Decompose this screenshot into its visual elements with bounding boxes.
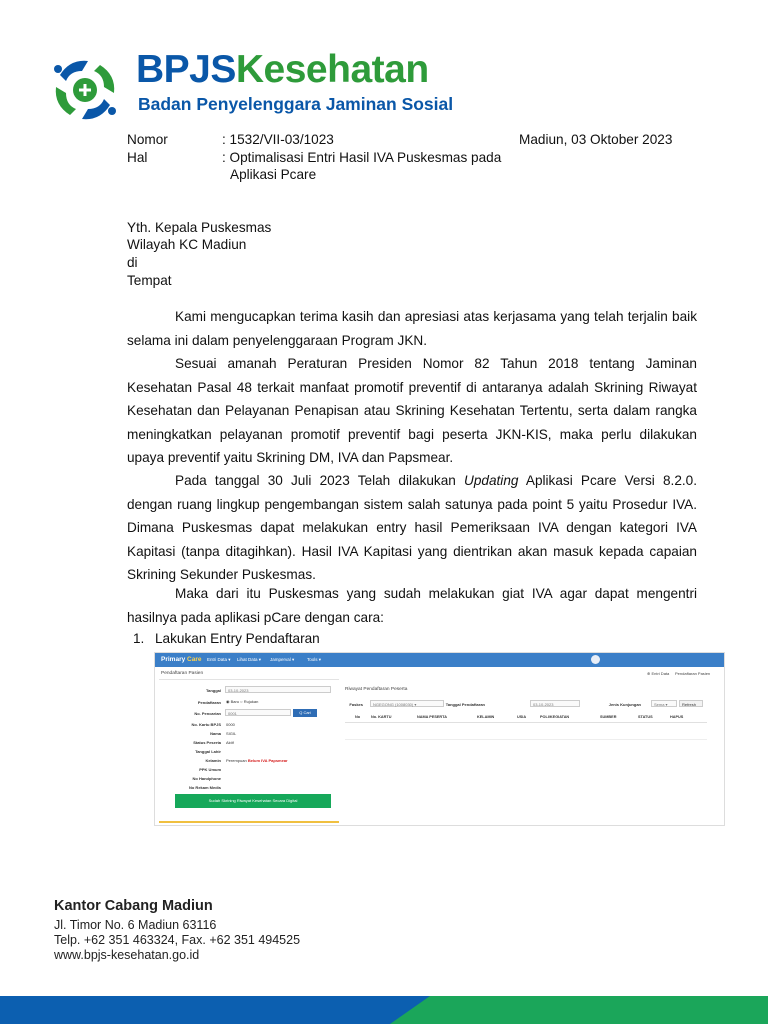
th-nama-peserta: NAMA PESERTA: [417, 715, 447, 719]
paragraph-1: [127, 305, 697, 352]
nama-value: SIGIL: [226, 731, 237, 736]
pcare-logo-part2: Care: [187, 656, 202, 663]
hal-value-line2: Aplikasi Pcare: [230, 167, 317, 182]
paragraph-2-text: Sesuai amanah Peraturan Presiden Nomor 82 Tahun 2018 tentang Jaminan Kesehatan Pasal 48 terkait manfaat promotif preventif di antaranya adalah Skrining Riwayat Kesehatan dan Pelayanan Penapisan atau Skrining Kesehatan Tertentu, serta dalam rangka meningkatkan pelayanan promotif preventif bagi peserta JKN-KIS, maka perlu dilakukan upaya preventif yaitu Skrining DM, IVA dan Papsmear.: [127, 356, 697, 465]
th-sumber: SUMBER: [600, 715, 617, 719]
refresh-button[interactable]: Refresh: [679, 700, 703, 707]
label-pendaftaran: Pendaftaran: [197, 700, 221, 705]
th-kelamin: KELAMIN: [477, 715, 495, 719]
paragraph-3-after: Aplikasi Pcare Versi 8.2.0. dengan ruang lingkup pengembangan sistem salah satunya pada point 5 yaitu Prosedur IVA. Dimana Puskesmas dapat melakukan entry hasil Pemeriksaan IVA dengan kategori IVA Kapitasi (tanpa ditagihkan). Hasil IVA Kapitasi yang dientrikan akan masuk kepada capaian Skrining Sekunder Puskesmas.: [127, 473, 697, 582]
th-no: No: [355, 715, 361, 719]
th-hapus: HAPUS: [670, 715, 684, 719]
brand-part-1: BPJS: [136, 48, 236, 91]
footer-address: Jl. Timor No. 6 Madiun 63116: [54, 918, 217, 932]
recipient-line3: di: [127, 255, 138, 270]
th-usia: USIA: [517, 715, 527, 719]
label-no-pencarian: No. Pencarian: [194, 711, 221, 716]
pcare-screenshot: [154, 652, 725, 826]
label-tanggal-lahir: Tanggal Lahir: [195, 749, 221, 754]
label-no-handphone: No Handphone: [192, 776, 221, 781]
recipient-line1: Yth. Kepala Puskesmas: [127, 220, 272, 235]
nomor-value: : 1532/VII-03/1023: [222, 132, 334, 147]
user-avatar-icon[interactable]: [591, 655, 600, 664]
footer-office: Kantor Cabang Madiun: [54, 898, 213, 914]
th-status: STATUS: [638, 715, 653, 719]
panel-bottom-border: [159, 821, 339, 823]
link-pendaftaran-pasien[interactable]: Pendaftaran Pasien: [675, 671, 711, 676]
tgl-daftar-input[interactable]: 03-10-2023: [530, 700, 580, 707]
status-value: Aktif: [226, 740, 234, 745]
paragraph-3-before: Pada tanggal 30 Juli 2023 Telah dilakukan: [175, 473, 465, 488]
brand-name: [136, 50, 429, 89]
hal-label: Hal: [127, 150, 148, 165]
list-item-1-number: 1.: [133, 631, 145, 646]
tgl-daftar-label: Tanggal Pendaftaran: [445, 702, 485, 707]
label-status: Status Peserta: [193, 740, 221, 745]
divider: [159, 679, 339, 680]
paragraph-1-text: Kami mengucapkan terima kasih dan apresiasi atas kerjasama yang telah terjalin baik selama ini dalam penyelenggaraan Program JKN.: [127, 309, 697, 348]
menu-tools[interactable]: Tools ▾: [307, 657, 322, 662]
nomor-label: Nomor: [127, 132, 168, 147]
kelamin-value: [226, 758, 288, 763]
th-no-kartu: No. KARTU: [371, 715, 392, 719]
faskes-select[interactable]: NGEGONG (1008030) ▾: [370, 700, 444, 707]
menu-jamperval[interactable]: Jamperval ▾: [270, 657, 295, 662]
pcare-logo-part1: Primary: [161, 656, 186, 663]
label-ppk-umum: PPK Umum: [199, 767, 221, 772]
kelamin-text: Perempuan: [226, 758, 247, 763]
cari-button[interactable]: Q Cari: [293, 709, 317, 717]
place-date: Madiun, 03 Oktober 2023: [519, 132, 673, 147]
search-input[interactable]: 0001: [225, 709, 291, 716]
kelamin-warning: Belum IVA Papsmear: [247, 758, 288, 763]
jenis-kunjungan-label: Jenis Kunjungan: [608, 702, 641, 707]
label-nama: Nama: [210, 731, 221, 736]
bpjs-logo-icon: [50, 55, 120, 125]
pcare-logo: [161, 656, 202, 663]
paragraph-3: [127, 469, 697, 587]
paragraph-2: [127, 352, 697, 470]
list-item-1-text: Lakukan Entry Pendaftaran: [155, 631, 320, 646]
left-panel-title: Pendaftaran Pasien: [161, 671, 204, 676]
kartu-value: 0000: [226, 722, 235, 727]
footer-bar-blue-angle: [390, 996, 430, 1024]
brand-tagline: Badan Penyelenggara Jaminan Sosial: [138, 94, 454, 114]
footer-phone: Telp. +62 351 463324, Fax. +62 351 494525: [54, 933, 301, 947]
th-poli-kegiatan: POLI/KEGIATAN: [540, 715, 570, 719]
faskes-label: Faskes: [349, 702, 363, 707]
menu-entri-data[interactable]: Entri Data ▾: [207, 657, 231, 662]
label-kelamin: Kelamin: [205, 758, 221, 763]
paragraph-3-italic: Updating: [464, 473, 519, 488]
table-divider: [345, 739, 707, 740]
menu-lihat-data[interactable]: Lihat Data ▾: [237, 657, 262, 662]
hal-value-line1: : Optimalisasi Entri Hasil IVA Puskesmas pada: [222, 150, 502, 165]
tanggal-input[interactable]: 03-10-2023: [225, 686, 331, 693]
recipient-line4: Tempat: [127, 273, 172, 288]
label-no-rekam-medis: No Rekam Medis: [188, 785, 221, 790]
label-tanggal: Tanggal: [205, 688, 221, 693]
skrining-button[interactable]: Sudah Skrining Riwayat Kesehatan Secara Digital: [175, 794, 331, 808]
paragraph-4: [127, 582, 697, 629]
recipient-line2: Wilayah KC Madiun: [127, 237, 247, 252]
paragraph-4-text: Maka dari itu Puskesmas yang sudah melakukan giat IVA agar dapat mengentri hasilnya pada aplikasi pCare dengan cara:: [127, 586, 697, 625]
right-panel-title: Riwayat Pendaftaran Peserta: [345, 687, 408, 692]
link-entri-data[interactable]: ⊕ Entri Data: [647, 671, 670, 676]
pcare-navbar: [155, 653, 724, 667]
footer-bar-blue: [0, 996, 390, 1024]
pendaftaran-radio[interactable]: ◉ Baru ○ Rujukan: [226, 699, 259, 704]
jenis-kunjungan-select[interactable]: Sema ▾: [651, 700, 677, 707]
brand-part-2: Kesehatan: [235, 48, 429, 91]
table-header-divider: [345, 722, 707, 723]
footer-website[interactable]: www.bpjs-kesehatan.go.id: [54, 948, 200, 962]
label-no-kartu: No. Kartu BPJS: [191, 722, 221, 727]
